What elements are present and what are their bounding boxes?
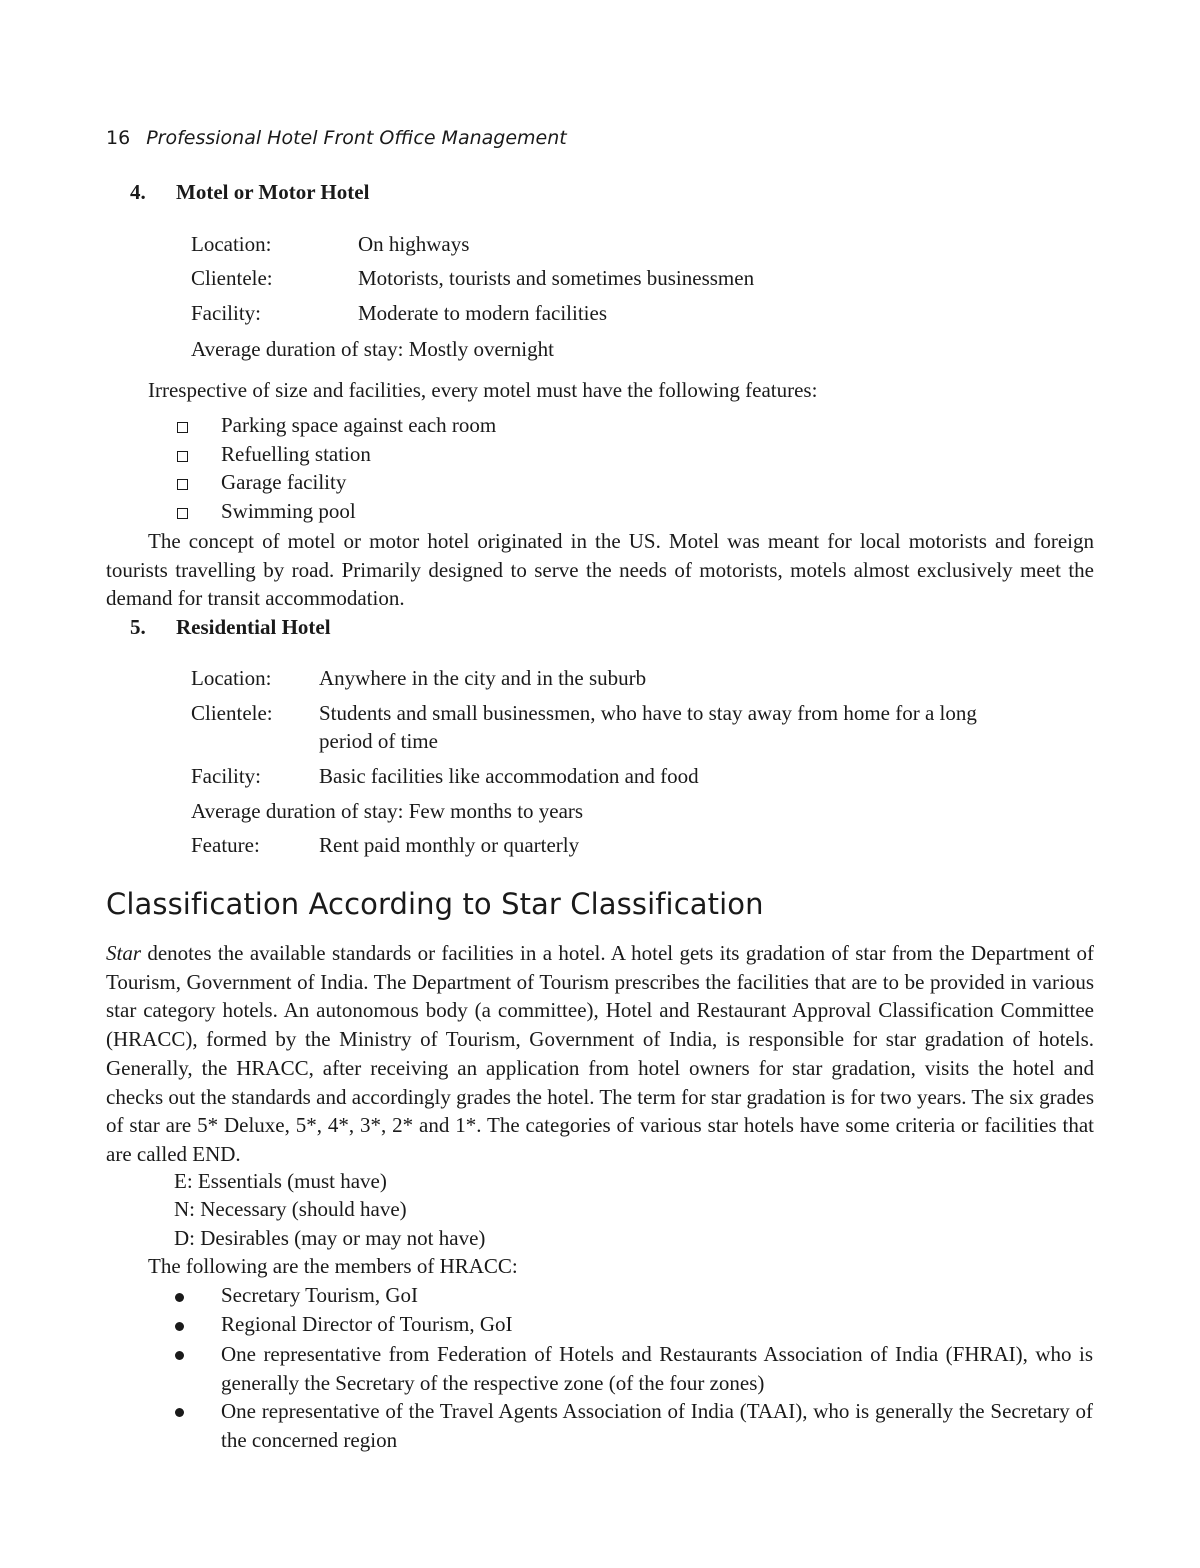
- list-item: Parking space against each room: [221, 413, 497, 437]
- list-item: Swimming pool: [221, 499, 356, 523]
- page-number: 16: [106, 127, 131, 149]
- residential-duration: Average duration of stay: Few months to years: [191, 799, 584, 823]
- square-bullet-icon: [177, 422, 188, 433]
- motel-clientele-value: Motorists, tourists and sometimes businessmen: [358, 266, 755, 290]
- bullet-icon: [175, 1322, 184, 1331]
- motel-facility-value: Moderate to modern facilities: [358, 301, 607, 325]
- residential-facility-label: Facility:: [191, 764, 261, 788]
- bullet-icon: [175, 1293, 184, 1302]
- motel-concept-paragraph: The concept of motel or motor hotel originated in the US. Motel was meant for local motorists and foreign tourists travelling by road. Primarily designed to serve the needs of motorists, motels almost exclusively meet the demand for transit accommodation.: [106, 529, 1094, 611]
- residential-location-label: Location:: [191, 666, 272, 690]
- residential-clientele-value-line1: Students and small businessmen, who have to stay away from home for a long: [319, 701, 977, 725]
- residential-feature-label: Feature:: [191, 833, 260, 857]
- residential-clientele-label: Clientele:: [191, 701, 273, 725]
- list-item: Regional Director of Tourism, GoI: [221, 1312, 513, 1336]
- section-heading-star-classification: Classification According to Star Classification: [106, 887, 764, 921]
- list-item: Secretary Tourism, GoI: [221, 1283, 419, 1307]
- section-number: 5.: [130, 615, 146, 639]
- residential-facility-value: Basic facilities like accommodation and food: [319, 764, 699, 788]
- members-intro: The following are the members of HRACC:: [148, 1254, 518, 1278]
- residential-location-value: Anywhere in the city and in the suburb: [319, 666, 647, 690]
- residential-feature-value: Rent paid monthly or quarterly: [319, 833, 580, 857]
- section-number: 4.: [130, 180, 146, 204]
- section-heading-motel: [130, 180, 369, 205]
- book-title: Professional Hotel Front Office Management: [146, 127, 567, 149]
- list-item: Refuelling station: [221, 442, 371, 466]
- section-title: Residential Hotel: [176, 615, 331, 639]
- square-bullet-icon: [177, 451, 188, 462]
- list-item: Garage facility: [221, 470, 347, 494]
- bullet-icon: [175, 1408, 184, 1417]
- list-item: D: Desirables (may or may not have): [174, 1226, 486, 1250]
- motel-clientele-label: Clientele:: [191, 266, 273, 290]
- section-title: Motel or Motor Hotel: [176, 180, 370, 204]
- motel-duration: Average duration of stay: Mostly overnight: [191, 337, 554, 361]
- motel-features-intro: Irrespective of size and facilities, every motel must have the following features:: [148, 378, 818, 402]
- square-bullet-icon: [177, 479, 188, 490]
- list-item: One representative from Federation of Hotels and Restaurants Association of India (FHRAI), who is generally the Secretary of the respective zone (of the four zones): [221, 1342, 1093, 1395]
- list-item: E: Essentials (must have): [174, 1169, 387, 1193]
- star-word: Star: [106, 941, 142, 965]
- list-item: One representative of the Travel Agents Association of India (TAAI), who is generally the Secretary of the concerned region: [221, 1399, 1093, 1452]
- motel-facility-label: Facility:: [191, 301, 261, 325]
- motel-location-label: Location:: [191, 232, 272, 256]
- star-paragraph: [106, 939, 1094, 1169]
- section-heading-residential: [130, 615, 331, 640]
- square-bullet-icon: [177, 508, 188, 519]
- bullet-icon: [175, 1351, 184, 1360]
- list-item: N: Necessary (should have): [174, 1197, 407, 1221]
- running-header: [106, 127, 567, 149]
- motel-location-value: On highways: [358, 232, 470, 256]
- star-paragraph-text: denotes the available standards or facilities in a hotel. A hotel gets its gradation of star from the Department of Tourism, Government of India. The Department of Tourism prescribes the facilities that are to be provided in various star category hotels. An autonomous body (a committee), Hotel and Restaurant Approval Classification Committee (HRACC), formed by the Ministry of Tourism, Government of India, is responsible for star gradation of hotels. Generally, the HRACC, after receiving an application from hotel owners for star gradation, visits the hotel and checks out the standards and accordingly grades the hotel. The term for star gradation is for two years. The six grades of star are 5* Deluxe, 5*, 4*, 3*, 2* and 1*. The categories of various star hotels have some criteria or facilities that are called END.: [106, 941, 1094, 1166]
- residential-clientele-value-line2: period of time: [319, 729, 438, 753]
